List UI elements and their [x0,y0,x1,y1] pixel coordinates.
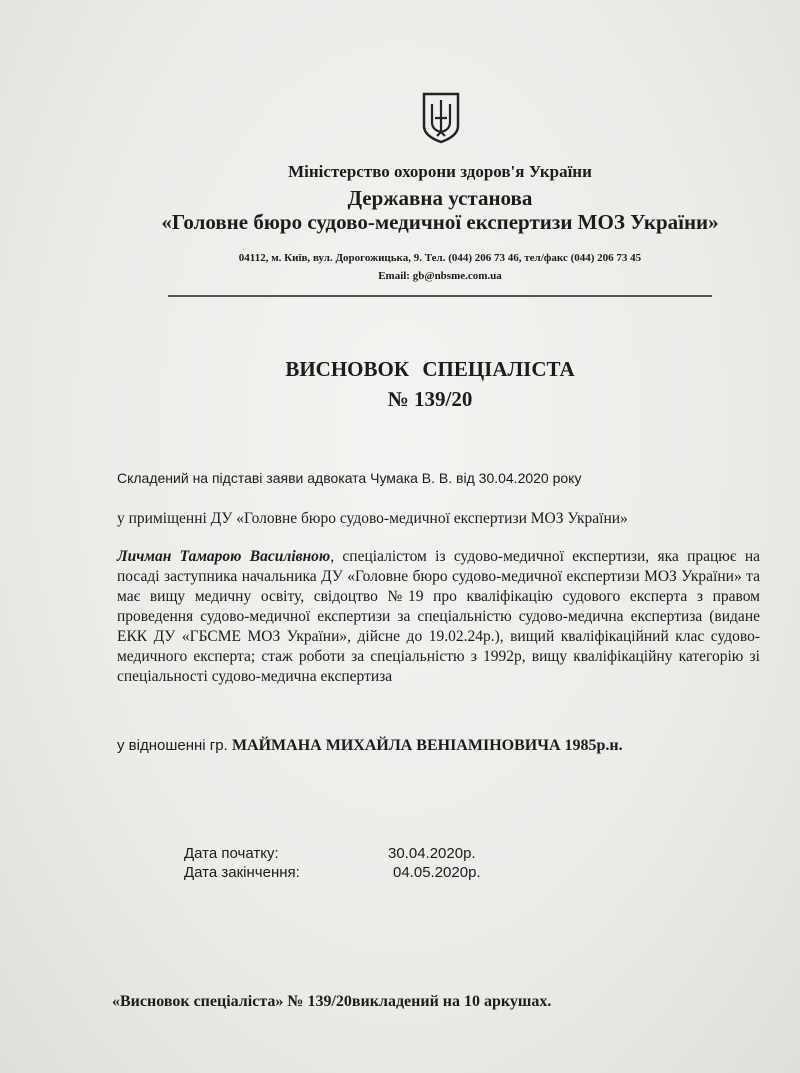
start-date-label: Дата початку: [184,845,279,862]
end-date-label: Дата закінчення: [184,864,300,881]
specialist-paragraph [117,547,760,687]
institution-type: Державна установа [347,186,533,210]
coat-of-arms-icon [421,92,461,144]
end-date-value: 04.05.2020р. [393,864,481,881]
institution-name: «Головне бюро судово-медичної експертизи МОЗ України» [161,210,719,234]
relation-prefix: у відношенні гр. [117,737,232,754]
person-name: МАЙМАНА МИХАЙЛА ВЕНІАМІНОВИЧА 1985р.н. [231,737,623,754]
ministry-name: Міністерство охорони здоров'я України [288,162,592,181]
institution-address: 04112, м. Київ, вул. Дорогожицька, 9. Тел. (044) 206 73 46, тел/факс (044) 206 73 45 [238,252,642,264]
basis-line [117,470,581,486]
footer-note: «Висновок спеціаліста» № 139/20викладений на 10 аркушах. [112,993,552,1010]
start-date-value: 30.04.2020р. [388,845,476,862]
basis-lawyer: Чумака В. В. [370,470,453,486]
document-number: № 139/20 [387,387,473,411]
basis-suffix: від 30.04.2020 року [452,470,582,486]
specialist-text: , спеціалістом із судово-медичної експертизи, яка працює на посаді заступника начальника ДУ «Головне бюро судово-медичної експертизи МОЗ України» та має вищу медичну освіту, свідоцтво №19 про кваліфікацію судового експерта з правом проведення судово-медичної експертизи за спеціальністю судово-медична експертиза (видане ЕКК ДУ «ГБСМЕ МОЗ України», дійсне до 19.02.24р.), вищий кваліфікаційний клас судово-медичного експерта; стаж роботи за спеціальністю з 1992р, вищу кваліфікаційну категорію зі спеціальності судово-медична експертиза [117,548,760,685]
basis-prefix: Складений на підставі заяви адвоката [117,470,371,486]
institution-email: Email: gb@nbsme.com.ua [378,270,502,282]
specialist-name: Личман Тамарою Василівною [117,548,331,565]
relation-line [117,737,623,755]
document-title: ВИСНОВОК СПЕЦІАЛІСТА [285,357,575,381]
place-line: у приміщенні ДУ «Головне бюро судово-медичної експертизи МОЗ України» [117,510,628,527]
header-divider [168,295,712,297]
